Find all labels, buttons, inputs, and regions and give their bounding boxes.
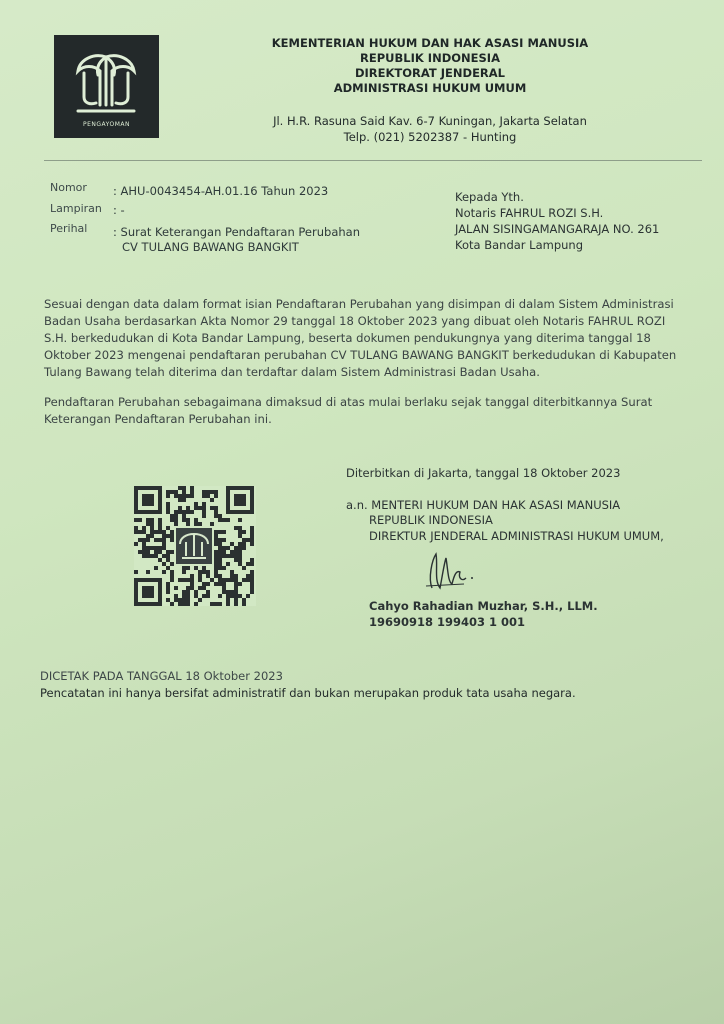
nomor-value: : AHU-0043454-AH.01.16 Tahun 2023 [113,184,329,198]
recipient-block [455,189,659,253]
header-ministry: KEMENTERIAN HUKUM DAN HAK ASASI MANUSIA [271,36,589,50]
para1-line: Sesuai dengan data dalam format isian Pendaftaran Perubahan yang disimpan di dalam Sistem Administrasi [44,297,674,311]
recipient-city: Kota Bandar Lampung [455,238,584,252]
perihal-value-2: CV TULANG BAWANG BANGKIT [122,240,299,254]
body-paragraph-2 [44,394,694,428]
header-directorate: DIREKTORAT JENDERAL [354,66,506,80]
lampiran-label: Lampiran [50,202,102,215]
issued-line: Diterbitkan di Jakarta, tanggal 18 Oktober 2023 [346,466,621,480]
logo-caption: PENGAYOMAN [82,121,131,128]
header-address-block [220,113,640,145]
perihal-label: Perihal [50,222,88,235]
lampiran-value: : - [113,203,125,217]
nomor-label: Nomor [50,181,87,194]
signatory-title: DIREKTUR JENDERAL ADMINISTRASI HUKUM UMUM, [369,529,664,543]
para1-line: S.H. berkedudukan di Kota Bandar Lampung, beserta dokumen pendukungnya yang diterima tanggal 18 [44,331,651,345]
para2-line: Keterangan Pendaftaran Perubahan ini. [44,412,272,426]
recipient-name: Notaris FAHRUL ROZI S.H. [455,206,604,220]
recipient-street: JALAN SISINGAMANGARAJA NO. 261 [455,222,660,236]
pengayoman-emblem-icon [54,35,159,138]
header-ahu: ADMINISTRASI HUKUM UMUM [333,81,527,95]
signatory-an: a.n. MENTERI HUKUM DAN HAK ASASI MANUSIA [346,498,621,512]
perihal-value-1: : Surat Keterangan Pendaftaran Perubahan [113,225,360,239]
para2-line: Pendaftaran Perubahan sebagaimana dimaksud di atas mulai berlaku sejak tanggal diterbitkannya Surat [44,395,653,409]
header-address: Jl. H.R. Rasuna Said Kav. 6-7 Kuningan, Jakarta Selatan [273,114,587,128]
header-republic: REPUBLIK INDONESIA [360,51,500,65]
recipient-salutation: Kepada Yth. [455,190,524,204]
printed-date: DICETAK PADA TANGGAL 18 Oktober 2023 [40,669,283,683]
qr-code [134,486,256,606]
signatory-name: Cahyo Rahadian Muzhar, S.H., LLM. [369,599,598,613]
para1-line: Tulang Bawang telah diterima dan terdaftar dalam Sistem Administrasi Badan Usaha. [44,365,540,379]
para1-line: Oktober 2023 mengenai pendaftaran perubahan CV TULANG BAWANG BANGKIT berkedudukan di Kabupaten [44,348,677,362]
letterhead [220,36,640,96]
header-phone: Telp. (021) 5202387 - Hunting [343,130,517,144]
signatory-nip: 19690918 199403 1 001 [369,615,526,629]
signatory-republic: REPUBLIK INDONESIA [369,513,493,527]
header-divider [44,160,702,161]
body-paragraph-1 [44,296,694,381]
para1-line: Badan Usaha berdasarkan Akta Nomor 29 tanggal 18 Oktober 2023 yang dibuat oleh Notaris FAHRUL ROZI [44,314,666,328]
ministry-logo [54,35,159,138]
disclaimer-note: Pencatatan ini hanya bersifat administratif dan bukan merupakan produk tata usaha negara. [40,686,576,700]
handwritten-signature [418,548,478,600]
